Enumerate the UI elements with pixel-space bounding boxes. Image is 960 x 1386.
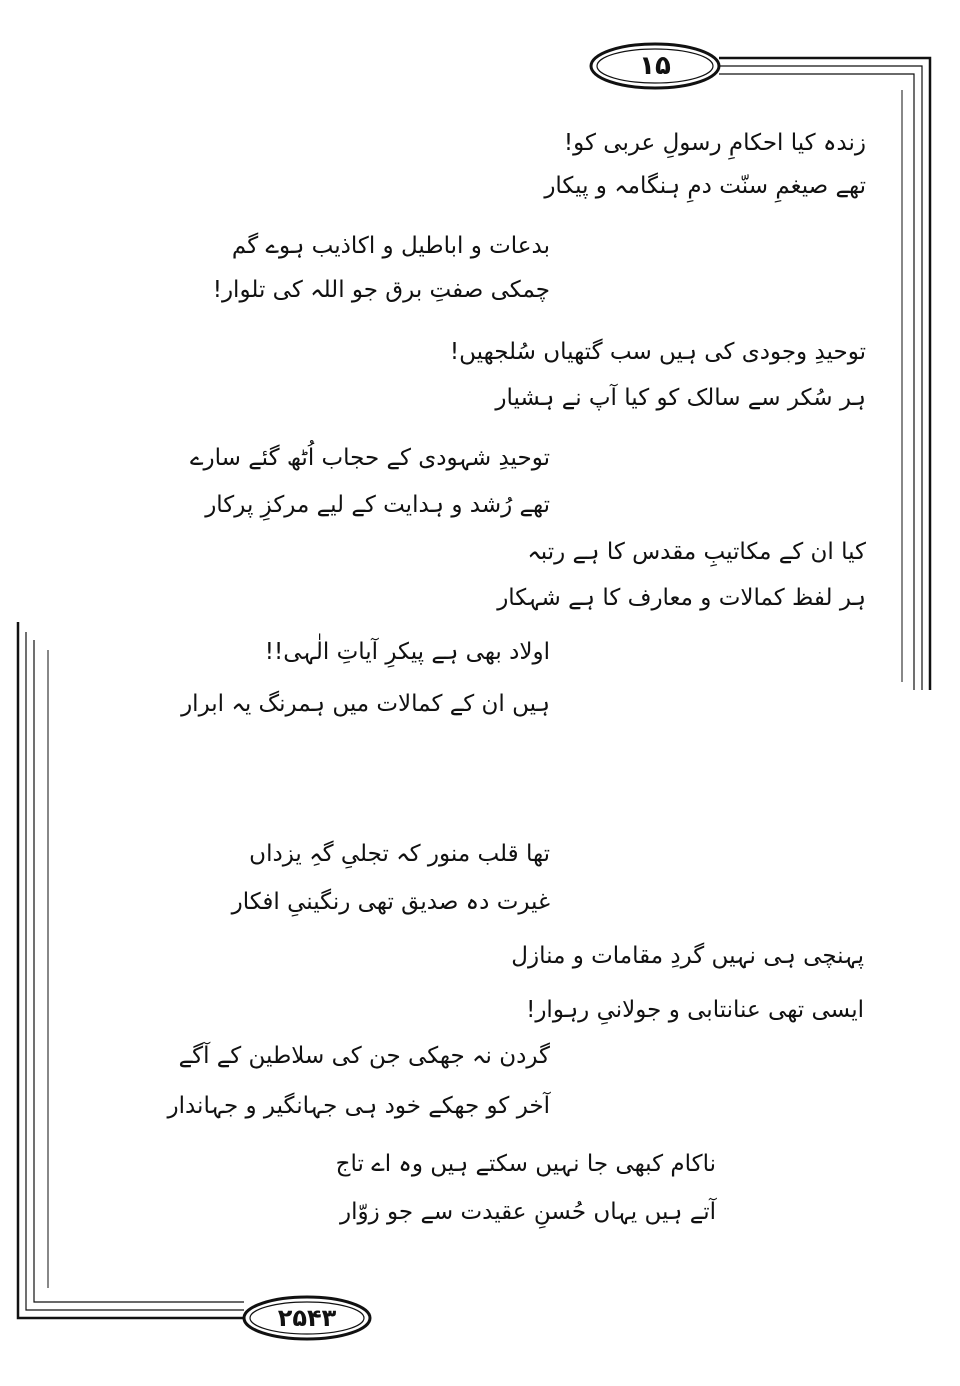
verse-line: کیا ان کے مکاتیبِ مقدس کا ہے رتبہ — [527, 539, 866, 565]
verse-line: تھے رُشد و ہدایت کے لیے مرکزِ پرکار — [205, 492, 550, 518]
verse-line: تھے صیغمِ سنّت دمِ ہنگامہ و پیکار — [544, 173, 866, 199]
verse-line: آخر کو جھکے خود ہی جہانگیر و جہاندار — [167, 1093, 550, 1119]
verse-line: گردن نہ جھکی جن کی سلاطین کے آگے — [178, 1043, 550, 1069]
verse-line: تھا قلب منور کہ تجلیِ گہِ یزداں — [249, 841, 550, 867]
verse-line: پہنچی ہی نہیں گردِ مقامات و منازل — [511, 943, 864, 969]
verse-line: آتے ہیں یہاں حُسنِ عقیدت سے جو زوّار — [340, 1199, 716, 1225]
verse-line: ناکام کبھی جا نہیں سکتے ہیں وہ اے تاج — [335, 1151, 716, 1177]
verse-line: چمکی صفتِ برق جو اللہ کی تلوار! — [212, 277, 550, 303]
verse-line: توحیدِ وجودی کی ہیں سب گتھیاں سُلجھیں! — [449, 339, 866, 365]
bottom-left-frame-lines — [18, 622, 244, 1318]
verse-line: زندہ کیا احکامِ رسولِ عربی کو! — [563, 130, 866, 156]
verse-line: غیرت دہ صدیق تھی رنگینیِ افکار — [231, 889, 550, 915]
verse-line: توحیدِ شہودی کے حجاب اُٹھ گئے سارے — [190, 445, 550, 471]
page-number-top: ۱۵ — [639, 51, 671, 81]
verse-line: ایسی تھی عنانتابی و جولانیِ رہوار! — [526, 997, 864, 1023]
verse-line: بدعات و اباطیل و اکاذیب ہوے گم — [231, 233, 550, 259]
verse-line: اولاد بھی ہے پیکرِ آیاتِ الٰہی!! — [264, 639, 550, 665]
verse-line: ہر لفظ کمالات و معارف کا ہے شہکار — [497, 585, 866, 611]
page-number-bottom: ۲۵۴۳ — [277, 1304, 337, 1332]
verse-line: ہیں ان کے کمالات میں ہمرنگ یہ ابرار — [181, 691, 550, 717]
verse-line: ہر سُکر سے سالک کو کیا آپ نے ہشیار — [495, 385, 866, 411]
